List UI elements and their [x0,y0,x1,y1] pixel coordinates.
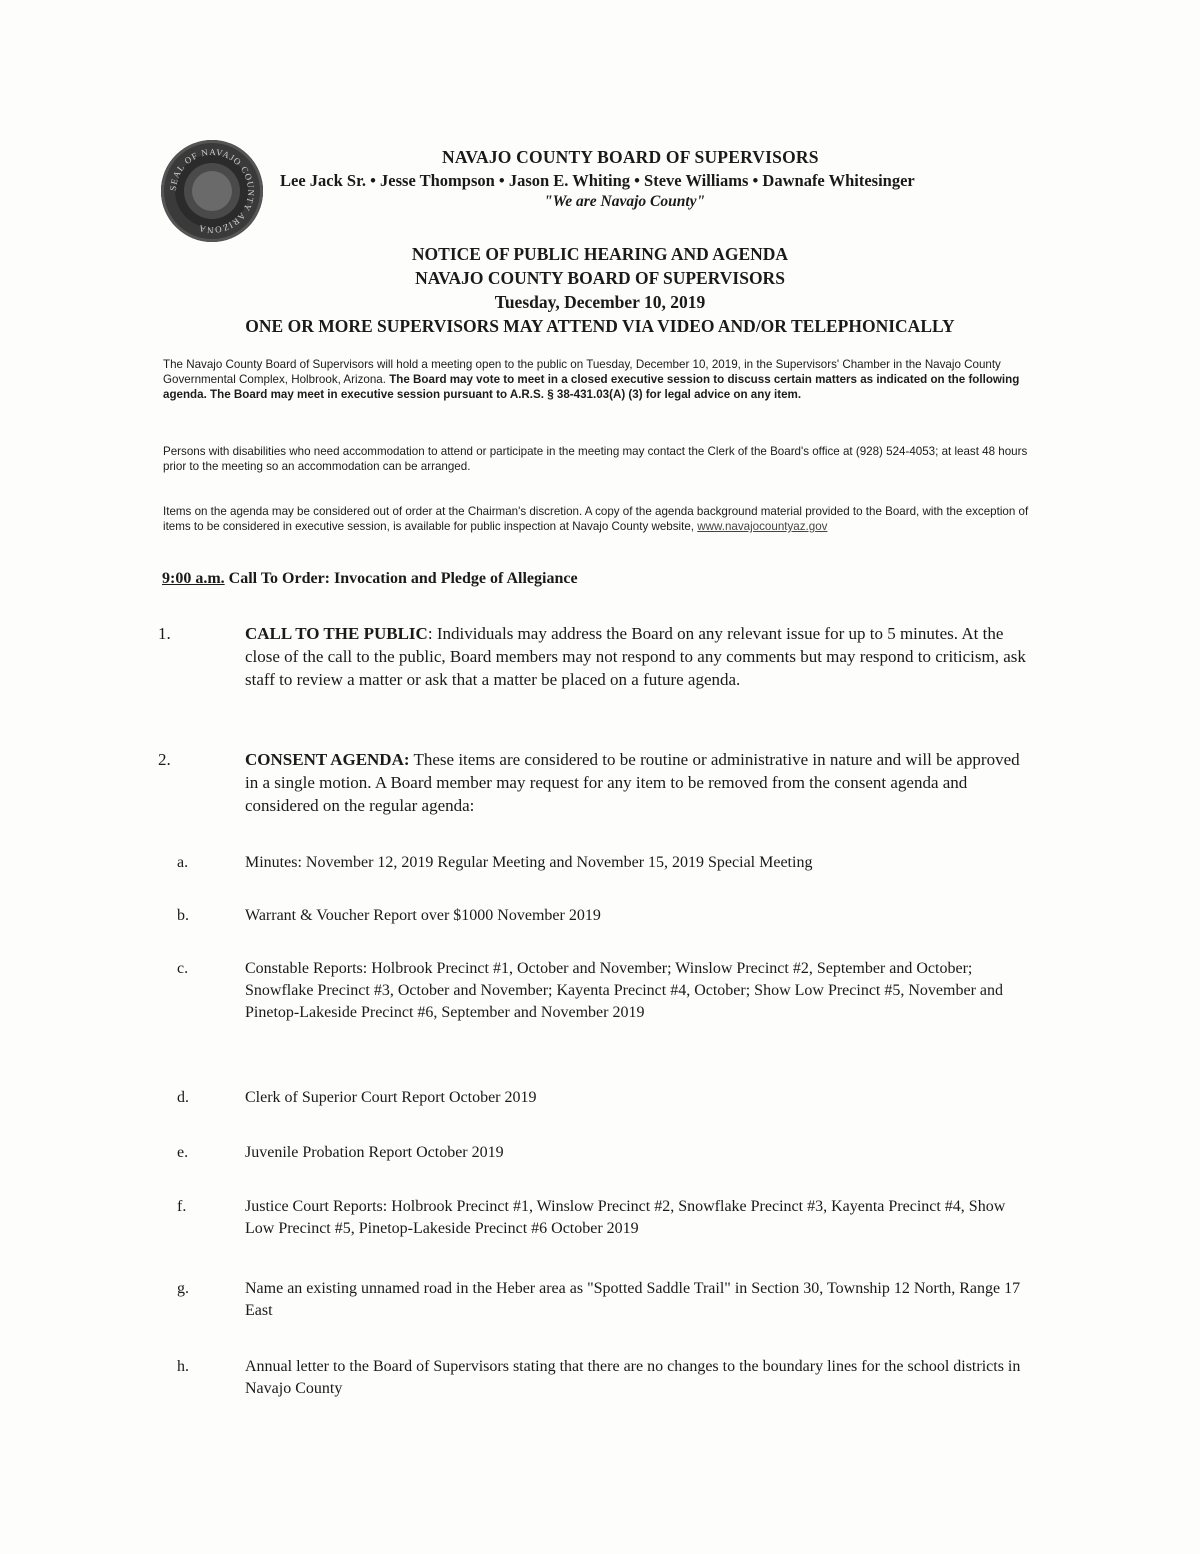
consent-item-clerk-report: Clerk of Superior Court Report October 2019 [245,1089,537,1106]
subitem-letter: e. [177,1144,189,1161]
intro-paragraph [163,357,1043,402]
county-website-link[interactable]: www.navajocountyaz.gov [697,520,828,533]
subitem-letter: d. [177,1089,189,1106]
subitem-letter: b. [177,907,189,924]
consent-item-constable-reports: Constable Reports: Holbrook Precinct #1, October and November; Winslow Precinct #2, September and October; Snowflake Precinct #3, October and November; Kayenta Precinct #4, October; Show Low Precinct #5, November and Pinetop-Lakeside Precinct #6, September and November 2019 [245,960,1003,1021]
meeting-date: Tuesday, December 10, 2019 [494,292,706,312]
item-title: CONSENT AGENDA: [245,750,410,769]
consent-item-justice-court-reports: Justice Court Reports: Holbrook Precinct #1, Winslow Precinct #2, Snowflake Precinct #3, Kayenta Precinct #4, Show Low Precinct #5, Pinetop-Lakeside Precinct #6 October 2019 [245,1198,1006,1237]
agenda-order-text: Items on the agenda may be considered out of order at the Chairman's discretion. A copy of the agenda background material provided to the Board, with the exception of items to be considered in executive session, is available for public inspection at Navajo County website, [163,505,1029,533]
subitem-letter: g. [177,1280,189,1297]
item-body: These items are considered to be routine or administrative in nature and will be approved in a single motion. A Board member may request for any item to be removed from the consent agenda and considered on the regular agenda: [245,750,1020,815]
item-number: 2. [158,750,171,769]
consent-item-school-boundaries: Annual letter to the Board of Supervisors stating that there are no changes to the boundary lines for the school districts in Navajo County [245,1358,1021,1397]
notice-title: NOTICE OF PUBLIC HEARING AND AGENDA [411,244,789,264]
intro-text: The Navajo County Board of Supervisors will hold a meeting open to the public on Tuesday, December 10, 2019, in the Supervisors' Chamber in the Navajo County Governmental Complex, Holbrook, Arizona. [163,358,1001,386]
board-members: Lee Jack Sr. • Jesse Thompson • Jason E. Whiting • Steve Williams • Dawnafe Whitesinger [280,171,915,190]
accommodation-paragraph: Persons with disabilities who need accommodation to attend or participate in the meeting may contact the Clerk of the Board's office at (928) 524-4053; at least 48 hours prior to the meeting so an accommodation can be arranged. [163,445,1028,473]
call-to-order-time: 9:00 a.m. [162,570,225,587]
consent-item-road-naming: Name an existing unnamed road in the Heber area as "Spotted Saddle Trail" in Section 30, Township 12 North, Range 17 East [245,1280,1021,1319]
subitem-letter: c. [177,960,189,977]
agenda-order-paragraph [163,504,1043,534]
board-title: NAVAJO COUNTY BOARD OF SUPERVISORS [442,147,819,167]
item-body: Individuals may address the Board on any relevant issue for up to 5 minutes. At the close of the call to the public, Board members may not respond to any comments but may respond to criticism, ask staff to review a matter or ask that a matter be placed on a future agenda. [245,624,1026,689]
agenda-item-call-to-public [245,622,1035,691]
subitem-letter: h. [177,1358,189,1375]
subitem-letter: a. [177,854,189,871]
seal-ring-text: SEAL OF NAVAJO COUNTY ARIZONA [167,146,257,236]
county-seal-icon [161,140,263,242]
call-to-order [162,570,578,588]
consent-item-warrant-report: Warrant & Voucher Report over $1000 November 2019 [245,907,601,924]
item-number: 1. [158,624,171,643]
agenda-item-consent [245,748,1035,817]
executive-session-text: The Board may vote to meet in a closed executive session to discuss certain matters as indicated on the following agenda. The Board may meet in executive session pursuant to A.R.S. § 38-431.03(A) (3) for legal advice on any item. [163,373,1020,401]
consent-item-minutes: Minutes: November 12, 2019 Regular Meeting and November 15, 2019 Special Meeting [245,854,813,871]
item-title: CALL TO THE PUBLIC [245,624,428,643]
call-to-order-text: Call To Order: Invocation and Pledge of Allegiance [228,570,578,587]
subitem-letter: f. [177,1198,187,1215]
attendance-notice: ONE OR MORE SUPERVISORS MAY ATTEND VIA VIDEO AND/OR TELEPHONICALLY [245,316,955,336]
consent-item-juvenile-report: Juvenile Probation Report October 2019 [245,1144,504,1161]
notice-board-name: NAVAJO COUNTY BOARD OF SUPERVISORS [415,268,785,288]
item-title-separator: : [427,624,437,643]
county-motto: "We are Navajo County" [544,193,706,210]
